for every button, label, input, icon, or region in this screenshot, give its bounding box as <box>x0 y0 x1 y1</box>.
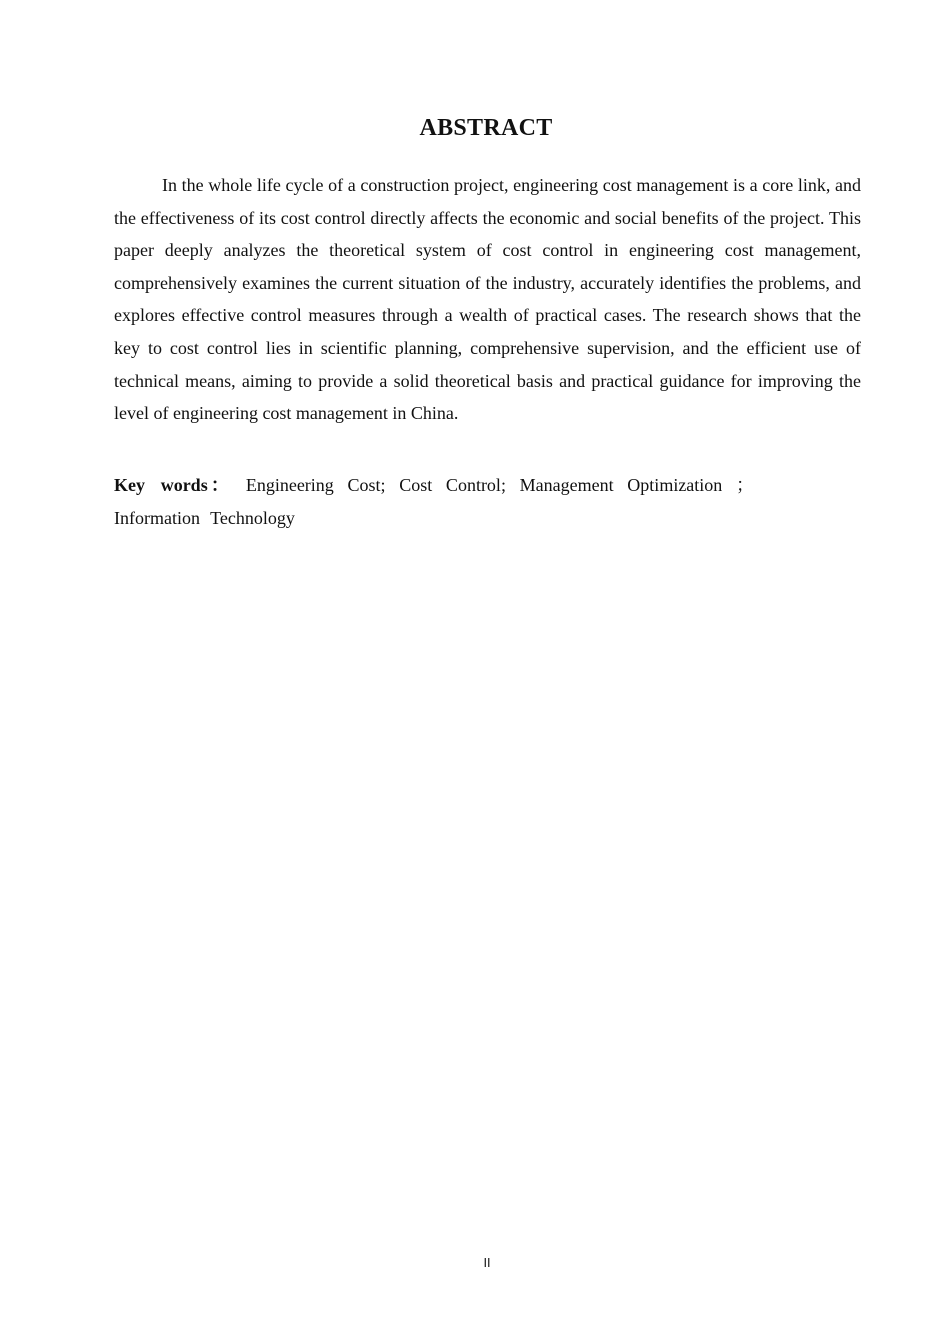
keywords-line <box>114 469 754 535</box>
page-number: II <box>483 1256 491 1270</box>
abstract-paragraph: In the whole life cycle of a construction project, engineering cost management is a core link, and the effectiveness of its cost control directly affects the economic and social benefits of the project. This paper deeply analyzes the theoretical system of cost control in engineering cost management, comprehensively examines the current situation of the industry, accurately identifies the problems, and explores effective control measures through a wealth of practical cases. The research shows that the key to cost control lies in scientific planning, comprehensive supervision, and the efficient use of technical means, aiming to provide a solid theoretical basis and practical guidance for improving the level of engineering cost management in China. <box>114 175 861 424</box>
keywords-list: Engineering Cost; Cost Control; Management Optimization ； Information Technology <box>114 475 755 528</box>
page-title: ABSTRACT <box>419 115 553 141</box>
keywords-label: Key words： <box>114 475 233 495</box>
